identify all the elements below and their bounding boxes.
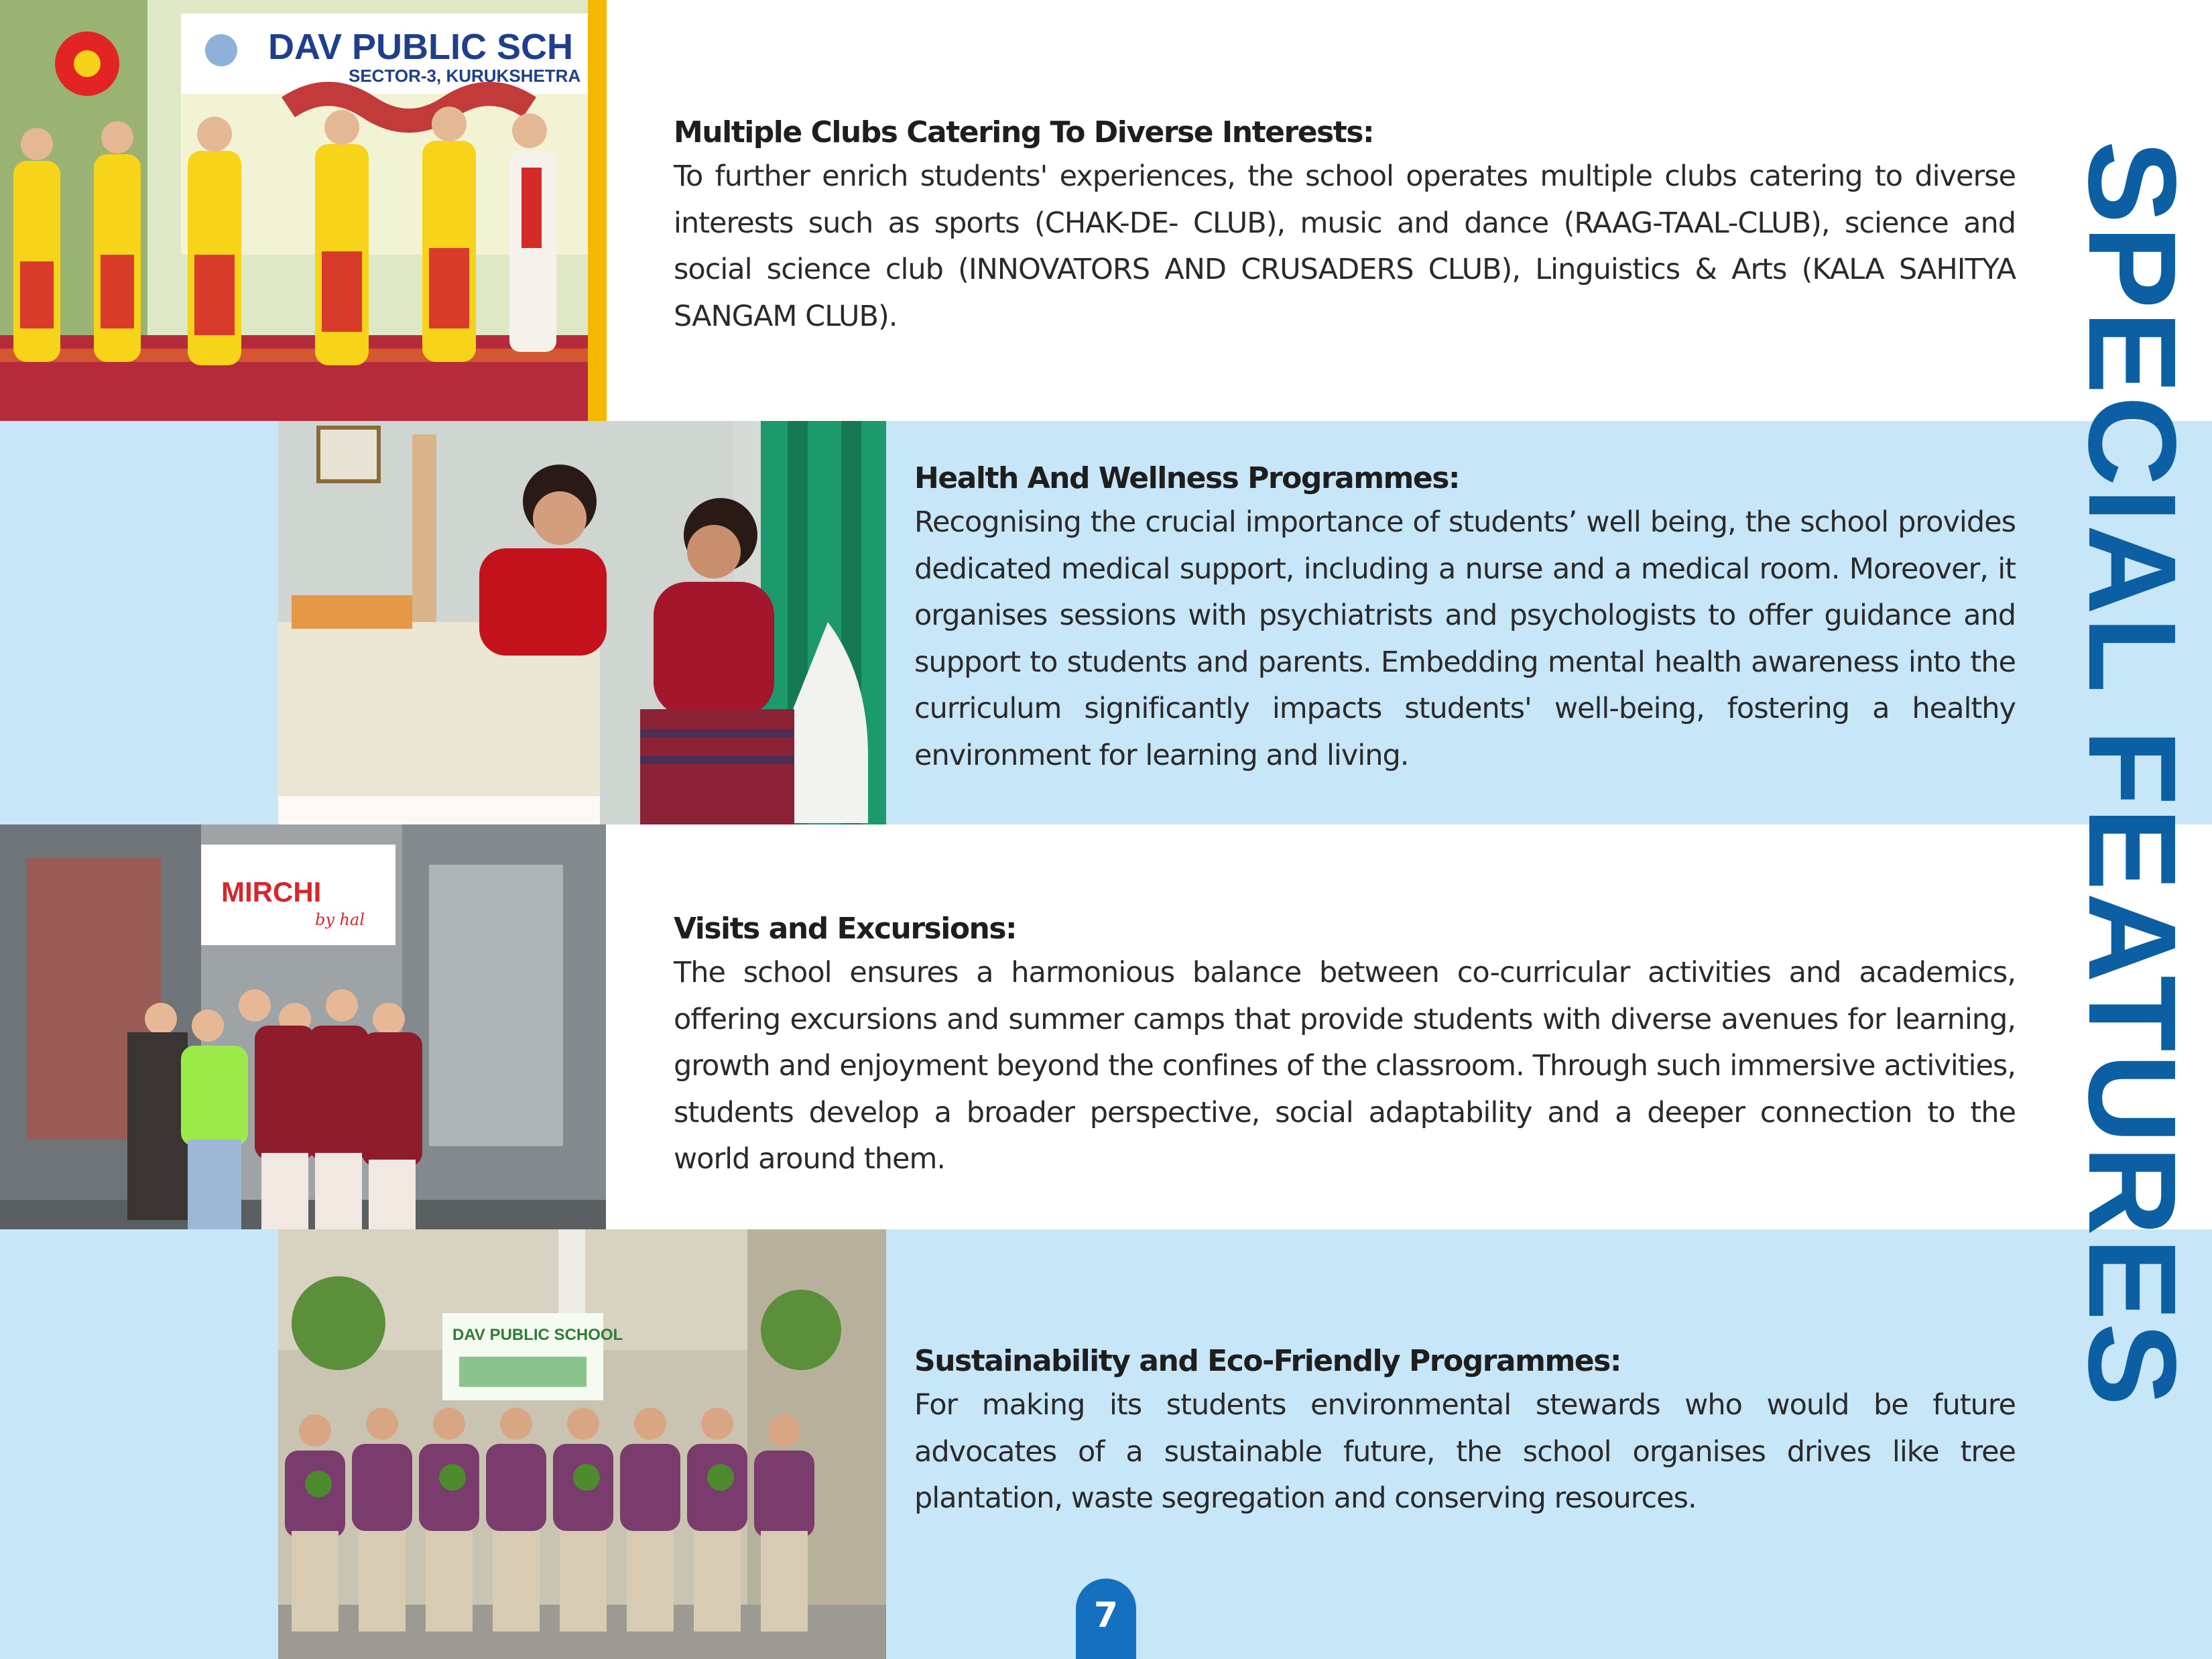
- section-eco: [914, 1344, 2016, 1522]
- section-clubs-heading: Multiple Clubs Catering To Diverse Interests:: [674, 115, 1374, 149]
- vertical-title: SPECIAL FEATURES: [2063, 140, 2201, 1408]
- section-clubs-body: To further enrich students' experiences, the school operates multiple clubs catering to diverse interests such as sports (CHAK-DE- CLUB), music and dance (RAAG-TAAL-CLUB), science and social science club (INNOVATORS AND CRUSADERS CLUB), Linguistics & Arts (KALA SAHITYA SANGAM CLUB).: [674, 160, 2016, 333]
- dance-banner-subtitle: SECTOR-3, KURUKSHETRA: [349, 66, 581, 86]
- section-eco-body: For making its students environmental stewards who would be future advocates of a sustainable future, the school organises drives like tree plantation, waste segregation and conserving resources.: [914, 1388, 2016, 1515]
- visit-sign-script: by hal: [315, 910, 365, 929]
- section-clubs: [674, 115, 2016, 340]
- visit-sign-text: MIRCHI: [221, 876, 322, 908]
- page-number: 7: [1076, 1579, 1136, 1659]
- section-health-body: Recognising the crucial importance of students’ well being, the school provides dedicated medical support, including a nurse and a medical room. Moreover, it organises sessions with psychiatrists and psychologists to offer guidance and support to students and parents. Embedding mental health awareness into the curriculum significantly impacts students' well-being, fostering a healthy environment for learning and living.: [914, 505, 2016, 772]
- dance-photo: [0, 0, 588, 421]
- accent-strip: [588, 0, 607, 421]
- visit-photo: [0, 824, 606, 1229]
- section-eco-heading: Sustainability and Eco-Friendly Programmes:: [914, 1344, 1621, 1378]
- eco-banner-title: DAV PUBLIC SCHOOL: [452, 1326, 623, 1344]
- section-visits: [674, 912, 2016, 1183]
- section-visits-body: The school ensures a harmonious balance between co-curricular activities and academics, offering excursions and summer camps that provide students with diverse avenues for learning, growth and enjoyment beyond the confines of the classroom. Through such immersive activities, students develop a broader perspective, social adaptability and a deeper connection to the world around them.: [674, 956, 2016, 1176]
- section-health: [914, 461, 2016, 779]
- eco-photo: [278, 1229, 886, 1659]
- section-health-heading: Health And Wellness Programmes:: [914, 461, 1460, 495]
- health-photo: [278, 421, 886, 824]
- section-visits-heading: Visits and Excursions:: [674, 912, 1017, 946]
- dance-banner-title: DAV PUBLIC SCH: [268, 27, 574, 67]
